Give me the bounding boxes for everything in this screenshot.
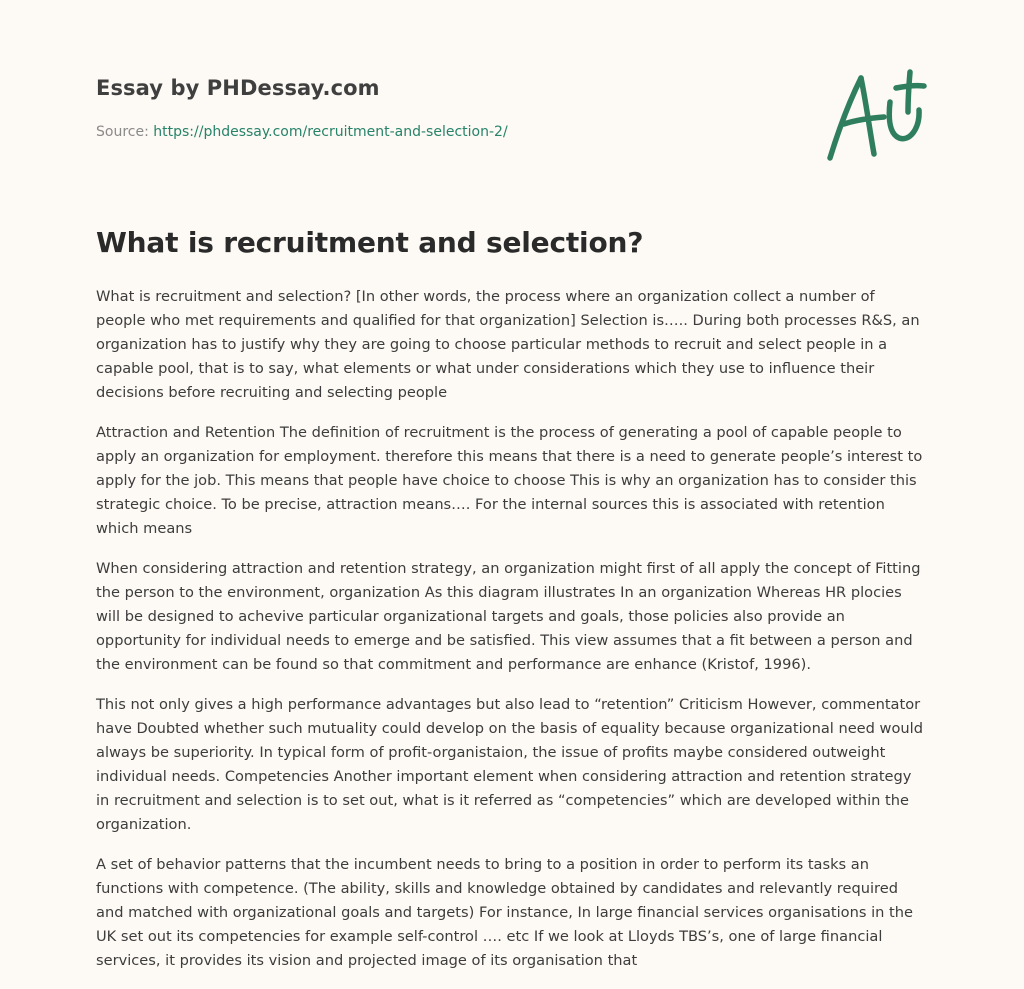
essay-title: What is recruitment and selection? xyxy=(96,226,644,259)
source-label: Source: xyxy=(96,124,149,140)
source-line xyxy=(96,124,508,140)
source-link[interactable]: https://phdessay.com/recruitment-and-selection-2/ xyxy=(153,124,508,140)
a-plus-grade-logo-icon xyxy=(824,68,928,164)
essay-paragraph-2: Attraction and Retention The definition of recruitment is the process of generating a pool of capable people to apply an organization for employment. therefore this means that there is a need to generate people’s interest to apply for the job. This means that people have choice to choose This is why an organization has to consider this strategic choice. To be precise, attraction means…. For the internal sources this is associated with retention which means xyxy=(96,424,923,537)
essay-paragraph-3: When considering attraction and retention strategy, an organization might first of all apply the concept of Fitting the person to the environment, organization As this diagram illustrates In an organization Whereas HR plocies will be designed to achevive particular organizational targets and goals, those policies also provide an opportunity for individual needs to emerge and be satisfied. This view assumes that a fit between a person and the environment can be found so that commitment and performance are enhance (Kristof, 1996). xyxy=(96,560,921,673)
essay-paragraph-5: A set of behavior patterns that the incumbent needs to bring to a position in order to perform its tasks an functions with competence. (The ability, skills and knowledge obtained by candidates and relevantly required and matched with organizational goals and targets) For instance, In large financial services organisations in the UK set out its competencies for example self-control …. etc If we look at Lloyds TBS’s, one of large financial services, it provides its vision and projected image of its organisation that xyxy=(96,856,913,969)
essay-paragraph-4: This not only gives a high performance advantages but also lead to “retention” Criticism However, commentator have Doubted whether such mutuality could develop on the basis of equality because organizational need would always be superiority. In typical form of profit-organistaion, the issue of profits maybe considered outweight individual needs. Competencies Another important element when considering attraction and retention strategy in recruitment and selection is to set out, what is it referred as “competencies” which are developed within the organization. xyxy=(96,696,923,833)
brand-title: Essay by PHDessay.com xyxy=(96,76,380,100)
essay-paragraph-1: What is recruitment and selection? [In other words, the process where an organization collect a number of people who met requirements and qualified for that organization] Selection is….. During both processes R&S, an organization has to justify why they are going to choose particular methods to recruit and select people in a capable pool, that is to say, what elements or what under considerations which they use to influence their decisions before recruiting and selecting people xyxy=(96,288,920,401)
essay-body xyxy=(96,285,928,989)
